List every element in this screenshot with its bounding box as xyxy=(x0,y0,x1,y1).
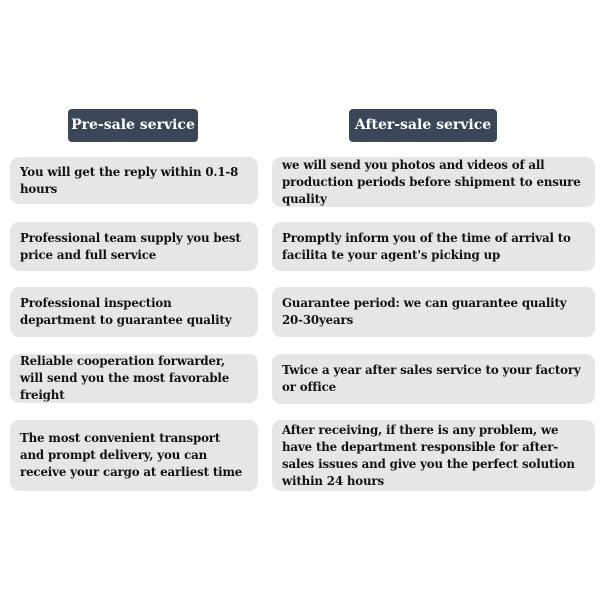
after-sale-item-problem-solution xyxy=(272,420,595,491)
after-sale-header-label: After-sale service xyxy=(354,117,492,133)
after-sale-item-photos-videos xyxy=(272,157,595,207)
after-sale-item-arrival-notice xyxy=(272,222,595,271)
after-sale-item-text: we will send you photos and videos of all production periods before shipment to ensure quality xyxy=(282,157,581,206)
after-sale-item-guarantee xyxy=(272,287,595,337)
pre-sale-item-text: The most convenient transport and prompt delivery, you can receive your cargo at earliest time xyxy=(20,431,243,479)
pre-sale-item-text: Professional team supply you best price and full service xyxy=(20,230,241,262)
pre-sale-header xyxy=(68,109,198,142)
pre-sale-item-inspection xyxy=(10,287,258,337)
pre-sale-item-reply-time xyxy=(10,157,258,204)
after-sale-item-text: Guarantee period: we can guarantee quality 20-30years xyxy=(282,296,567,327)
pre-sale-item-transport xyxy=(10,420,258,491)
pre-sale-header-label: Pre-sale service xyxy=(71,117,195,133)
after-sale-header xyxy=(349,109,497,142)
pre-sale-item-text: Professional inspection department to guarantee quality xyxy=(20,296,232,327)
after-sale-item-text: Promptly inform you of the time of arrival to facilita te your agent's picking up xyxy=(282,230,571,262)
pre-sale-item-forwarder xyxy=(10,354,258,403)
after-sale-item-factory-visit xyxy=(272,354,595,404)
pre-sale-item-text: Reliable cooperation forwarder, will send you the most favorable freight xyxy=(20,354,230,402)
pre-sale-item-best-price xyxy=(10,222,258,271)
after-sale-item-text: Twice a year after sales service to your factory or office xyxy=(282,363,581,394)
pre-sale-item-text: You will get the reply within 0.1-8 hours xyxy=(20,164,239,196)
after-sale-item-text: After receiving, if there is any problem, we have the department responsible for after- sales issues and give you the perfect solution within 24 hours xyxy=(282,422,575,488)
